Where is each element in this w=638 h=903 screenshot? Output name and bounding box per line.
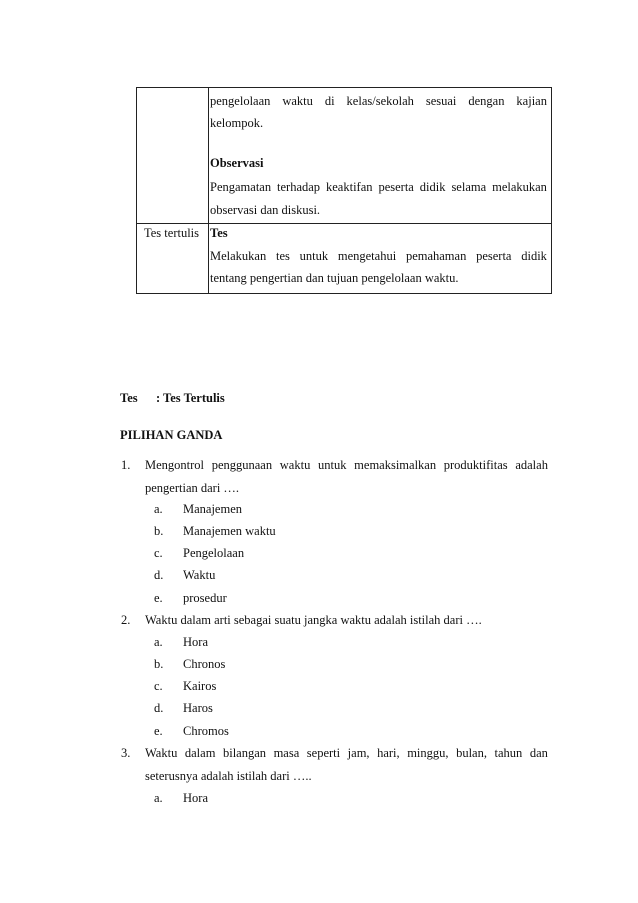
- table-cell-line: kelompok.: [210, 116, 264, 130]
- option-letter: c.: [154, 679, 163, 693]
- table-row-label: Tes tertulis: [144, 226, 200, 240]
- option-text: Haros: [183, 701, 213, 715]
- test-label: Tes: [120, 391, 138, 405]
- question-text: pengertian dari ….: [145, 481, 240, 495]
- option-letter: d.: [154, 568, 164, 582]
- option-text: Hora: [183, 791, 208, 805]
- option-letter: c.: [154, 546, 163, 560]
- question-text: Waktu dalam arti sebagai suatu jangka waktu adalah istilah dari ….: [145, 613, 482, 627]
- option-text: prosedur: [183, 591, 227, 605]
- question-text: seterusnya adalah istilah dari …..: [145, 769, 312, 783]
- test-value: : Tes Tertulis: [156, 391, 225, 405]
- table-cell-line: observasi dan diskusi.: [210, 203, 321, 217]
- question-number: 2.: [121, 613, 131, 627]
- option-letter: a.: [154, 791, 163, 805]
- option-letter: a.: [154, 635, 163, 649]
- section-title: PILIHAN GANDA: [120, 428, 223, 442]
- option-letter: a.: [154, 502, 163, 516]
- table-cell-heading: Observasi: [210, 156, 264, 170]
- option-text: Chromos: [183, 724, 229, 738]
- question-number: 3.: [121, 746, 131, 760]
- table-cell-line: tentang pengertian dan tujuan pengelolaan waktu.: [210, 271, 459, 285]
- option-text: Hora: [183, 635, 208, 649]
- table-cell-heading: Tes: [210, 226, 228, 240]
- option-text: Waktu: [183, 568, 216, 582]
- question-text: Mengontrol penggunaan waktu untuk memaksimalkan produktifitas adalah: [145, 458, 548, 472]
- table-column-divider: [208, 88, 209, 293]
- option-text: Chronos: [183, 657, 226, 671]
- table-cell-line: Pengamatan terhadap keaktifan peserta didik selama melakukan: [210, 180, 547, 194]
- option-letter: b.: [154, 657, 164, 671]
- question-text: Waktu dalam bilangan masa seperti jam, hari, minggu, bulan, tahun dan: [145, 746, 548, 760]
- option-letter: b.: [154, 524, 164, 538]
- table-cell-line: pengelolaan waktu di kelas/sekolah sesuai dengan kajian: [210, 94, 547, 108]
- option-text: Manajemen: [183, 502, 243, 516]
- option-letter: e.: [154, 724, 163, 738]
- table-row-divider: [137, 223, 551, 224]
- option-text: Manajemen waktu: [183, 524, 276, 538]
- option-text: Pengelolaan: [183, 546, 245, 560]
- question-number: 1.: [121, 458, 131, 472]
- table-cell-line: Melakukan tes untuk mengetahui pemahaman peserta didik: [210, 249, 547, 263]
- option-letter: d.: [154, 701, 164, 715]
- option-letter: e.: [154, 591, 163, 605]
- option-text: Kairos: [183, 679, 217, 693]
